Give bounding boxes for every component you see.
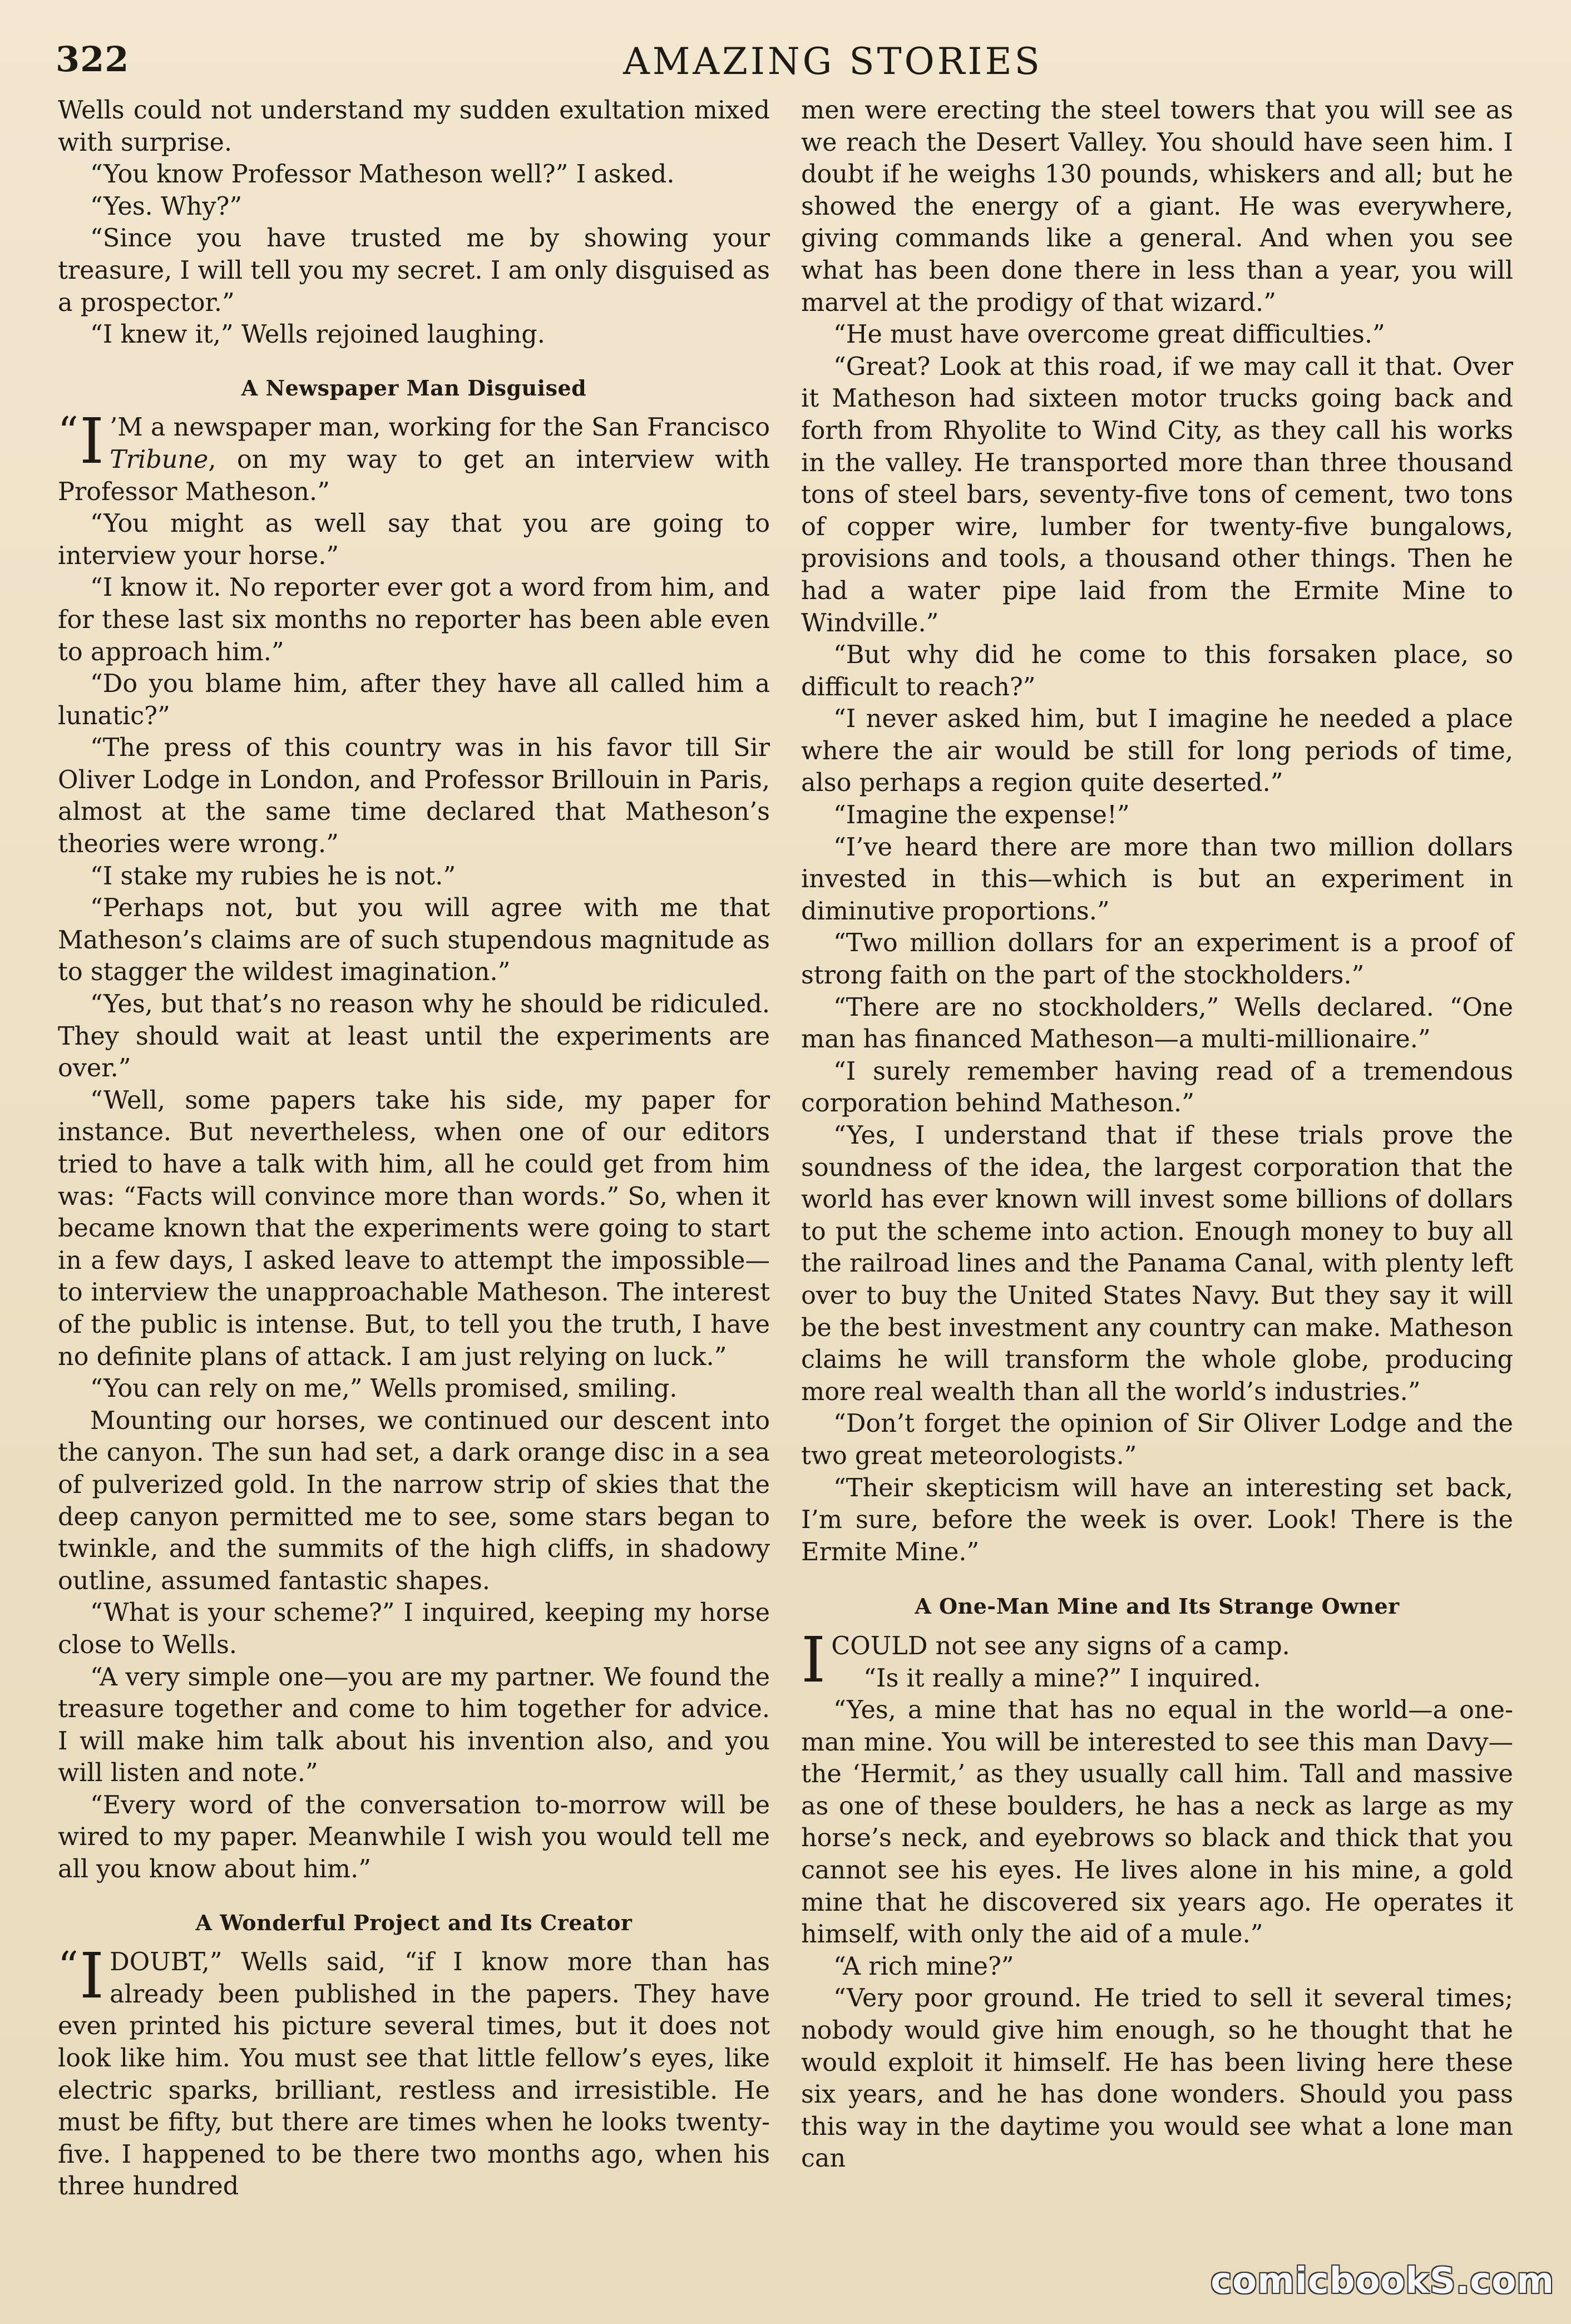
dropcap-quote: “ <box>58 1943 78 1990</box>
paragraph: “There are no stockholders,” Wells declared. “One man has financed Matheson—a multi-millionaire.” <box>801 993 1513 1054</box>
paragraph: “Since you have trusted me by showing your treasure, I will tell you my secret. I am only disguised as a prospector.” <box>58 224 770 317</box>
paragraph: “You can rely on me,” Wells promised, smiling. <box>90 1374 678 1403</box>
paragraph: “Perhaps not, but you will agree with me that Matheson’s claims are of such stupendous magnitude as to stagger the wildest imagination.” <box>58 894 770 987</box>
left-column <box>58 95 770 2203</box>
paragraph: “What is your scheme?” I inquired, keeping my horse close to Wells. <box>58 1599 770 1659</box>
page-header <box>56 33 1510 95</box>
dropcap-letter: I <box>801 1624 826 1697</box>
paragraph: “I know it. No reporter ever got a word from him, and for these last six months no reporter has been able even to approach him.” <box>58 573 770 666</box>
paragraph: “He must have overcome great difficulties.” <box>833 320 1385 349</box>
paragraph: “I surely remember having read of a tremendous corporation behind Matheson.” <box>801 1057 1513 1118</box>
right-column <box>801 95 1513 2175</box>
paragraph: “A rich mine?” <box>833 1952 1014 1981</box>
paragraph: “Don’t forget the opinion of Sir Oliver Lodge and the two great meteorologists.” <box>801 1410 1513 1470</box>
paragraph-text: ’M a newspaper man, working for the San Francisco <box>110 413 770 442</box>
dropcap <box>58 1940 105 2013</box>
page-number: 322 <box>56 39 130 80</box>
paragraph: “I stake my rubies he is not.” <box>90 862 456 891</box>
paragraph-text: DOUBT,” Wells said, “if I know more than has already been published in the papers. They have even printed his picture several times, but it does not look like him. You must see that little fellow’s eyes, like electric sparks, brilliant, restless and irresistible. He must be fifty, but there are times when he looks twenty-five. I happened to be there two months ago, when his three hundred <box>58 1948 770 2201</box>
section-heading: A One-Man Mine and Its Strange Owner <box>915 1594 1400 1619</box>
paragraph-with-dropcap <box>58 406 770 508</box>
paragraph: “Very poor ground. He tried to sell it several times; nobody would give him enough, so he thought that he would exploit it himself. He has been living here these six years, and he has done wonders. Should you pass this way in the daytime you would see what a lone man can <box>801 1984 1513 2173</box>
paragraph: Mounting our horses, we continued our descent into the canyon. The sun had set, a dark orange disc in a sea of pulverized gold. In the narrow strip of skies that the deep canyon permitted me to see, some stars began to twinkle, and the summits of the high cliffs, in shadowy outline, assumed fantastic shapes. <box>58 1406 770 1595</box>
dropcap <box>801 1624 826 1697</box>
dropcap-letter: I <box>79 1940 105 2013</box>
paragraph: “But why did he come to this forsaken place, so difficult to reach?” <box>801 641 1513 701</box>
dropcap-quote: “ <box>58 408 78 456</box>
running-head: AMAZING STORIES <box>623 40 1043 83</box>
paragraph: “Yes, I understand that if these trials prove the soundness of the idea, the largest corporation that the world has ever known will invest some billions of dollars to put the scheme into action. Enough money to buy all the railroad lines and the Panama Canal, with plenty left over to buy the United States Navy. But they say it will be the best investment any country can make. Matheson claims he will transform the whole globe, producing more real wealth than all the world’s industries.” <box>801 1121 1513 1406</box>
paragraph: “I’ve heard there are more than two million dollars invested in this—which is but an experiment in diminutive proportions.” <box>801 833 1513 926</box>
newspaper-name: Tribune <box>110 445 209 474</box>
paragraph: “Yes, but that’s no reason why he should be ridiculed. They should wait at least until the experiments are over.” <box>58 990 770 1083</box>
paragraph: men were erecting the steel towers that you will see as we reach the Desert Valley. You should have seen him. I doubt if he weighs 130 pounds, whiskers and all; but he showed the energy of a giant. He was everywhere, giving commands like a general. And when you see what has been done there in less than a year, you will marvel at the prodigy of that wizard.” <box>801 96 1513 317</box>
paragraph: “I knew it,” Wells rejoined laughing. <box>90 320 545 349</box>
section-heading: A Newspaper Man Disguised <box>241 375 587 400</box>
paragraph: “Is it really a mine?” I inquired. <box>863 1664 1261 1693</box>
paragraph: “Their skepticism will have an interesting set back, I’m sure, before the week is over. Look! There is the Ermite Mine.” <box>801 1473 1513 1566</box>
paragraph-with-dropcap <box>58 1940 770 2203</box>
paragraph: “Every word of the conversation to-morrow will be wired to my paper. Meanwhile I wish you would tell me all you know about him.” <box>58 1791 770 1884</box>
section-heading: A Wonderful Project and Its Creator <box>195 1910 633 1935</box>
paragraph: “The press of this country was in his favor till Sir Oliver Lodge in London, and Professor Brillouin in Paris, almost at the same time declared that Matheson’s theories were wrong.” <box>58 734 770 859</box>
paragraph-text: COULD not see any signs of a camp. <box>831 1631 1290 1660</box>
paragraph: “Imagine the expense!” <box>833 801 1130 830</box>
dropcap <box>58 406 105 478</box>
paragraph: “Do you blame him, after they have all called him a lunatic?” <box>58 670 770 730</box>
paragraph: “I never asked him, but I imagine he needed a place where the air would be still for long periods of time, also perhaps a region quite deserted.” <box>801 705 1513 798</box>
watermark: comicbookS.com <box>1211 2261 1554 2302</box>
paragraph: “Two million dollars for an experiment is a proof of strong faith on the part of the stockholders.” <box>801 929 1513 990</box>
paragraph: “You know Professor Matheson well?” I asked. <box>90 160 675 189</box>
dropcap-letter: I <box>79 406 105 478</box>
paragraph: Wells could not understand my sudden exultation mixed with surprise. <box>58 96 770 157</box>
paragraph: “Well, some papers take his side, my paper for instance. But nevertheless, when one of our editors tried to have a talk with him, all he could get from him was: “Facts will convince more than words.” So, when it became known that the experiments were going to start in a few days, I asked leave to attempt the impossible—to interview the unapproachable Matheson. The interest of the public is intense. But, to tell you the truth, I have no definite plans of attack. I am just relying on luck.” <box>58 1086 770 1371</box>
paragraph-text: , on my way to get an interview with Professor Matheson.” <box>58 445 770 506</box>
paragraph: “A very simple one—you are my partner. We found the treasure together and come to him together for advice. I will make him talk about his invention also, and you will listen and note.” <box>58 1663 770 1788</box>
paragraph: “You might as well say that you are going to interview your horse.” <box>58 510 770 570</box>
paragraph: “Yes. Why?” <box>90 192 243 221</box>
paragraph: “Yes, a mine that has no equal in the world—a one-man mine. You will be interested to see this man Davy—the ‘Hermit,’ as they usually call him. Tall and massive as one of these boulders, he has a neck as large as my horse’s neck, and eyebrows so black and thick that you cannot see his eyes. He lives alone in his mine, a gold mine that he discovered six years ago. He operates it himself, with only the aid of a mule.” <box>801 1696 1513 1949</box>
paragraph: “Great? Look at this road, if we may call it that. Over it Matheson had sixteen motor trucks going back and forth from Rhyolite to Wind City, as they call his works in the valley. He transported more than three thousand tons of steel bars, seventy-five tons of cement, two tons of copper wire, lumber for twenty-five bungalows, provisions and tools, a thousand other things. Then he had a water pipe laid from the Ermite Mine to Windville.” <box>801 352 1513 637</box>
